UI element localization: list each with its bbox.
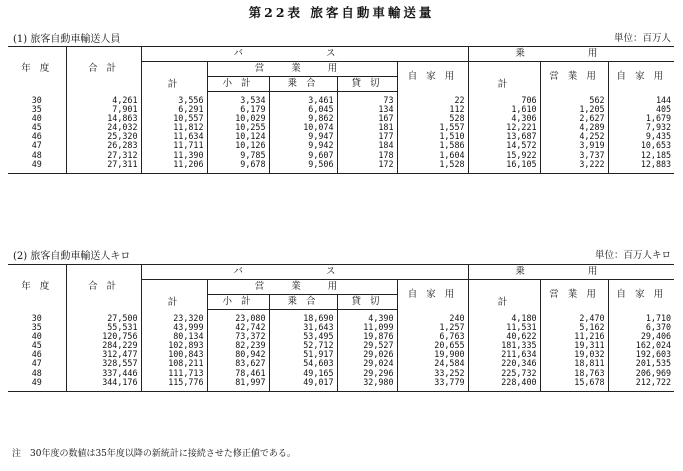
value-cell: 344,176 [66,378,141,387]
header-private: 自 家 用 [397,280,468,310]
value-cell: 10,255 [207,123,269,132]
value-cell: 228,400 [468,378,540,387]
value-cell: 43,999 [141,323,207,332]
header-total: 合 計 [66,265,141,310]
year-cell: 40 [8,332,66,341]
header-charter: 貸 切 [337,295,397,310]
value-cell: 211,634 [468,350,540,359]
value-cell: 9,862 [269,114,337,123]
value-cell: 240 [397,314,468,323]
value-cell: 33,252 [397,369,468,378]
value-cell: 220,346 [468,359,540,368]
value-cell: 20,655 [397,341,468,350]
value-cell: 10,653 [640,140,672,151]
value-cell: 29,026 [337,350,397,359]
value-cell: 7,932 [645,122,672,133]
year-cell: 30 [8,314,66,323]
value-cell: 192,603 [635,349,672,360]
year-cell: 45 [8,123,66,132]
value-cell: 706 [468,96,540,105]
table-row [8,160,674,169]
header-shared: 乗 合 [269,295,337,310]
header-year: 年 度 [8,47,66,92]
value-cell: 3,556 [141,96,207,105]
value-cell: 1,205 [540,105,608,114]
value-cell: 1,586 [397,141,468,150]
value-cell: 201,535 [635,358,672,369]
value-cell: 81,997 [207,378,269,387]
header-car-commercial: 営 業 用 [540,280,608,310]
value-cell: 11,711 [141,141,207,150]
value-cell: 12,221 [468,123,540,132]
value-cell: 9,506 [269,160,337,169]
header-year: 年 度 [8,265,66,310]
value-cell: 29,406 [640,331,672,342]
header-car-total: 計 [468,62,540,92]
header-private: 自 家 用 [397,62,468,92]
table2 [8,265,674,392]
value-cell: 1,557 [397,123,468,132]
year-cell: 48 [8,369,66,378]
table-bottom-rule [8,173,674,174]
header-charter: 貸 切 [337,77,397,92]
value-cell: 3,919 [540,141,608,150]
value-cell: 4,390 [337,314,397,323]
value-cell: 24,032 [66,123,141,132]
value-cell: 5,162 [540,323,608,332]
value-cell: 11,634 [141,132,207,141]
value-cell: 23,320 [141,314,207,323]
value-cell: 15,678 [540,378,608,387]
header-total: 合 計 [66,47,141,92]
value-cell: 112 [397,105,468,114]
value-cell: 40,622 [468,332,540,341]
value-cell: 102,893 [141,341,207,350]
header-bus: バ ス [141,265,468,280]
year-cell: 30 [8,96,66,105]
value-cell: 80,942 [207,350,269,359]
section2-label: (2) 旅客自動車輸送人キロ [13,251,131,262]
header-passenger-car: 乗 用 [468,47,674,62]
year-cell: 35 [8,323,66,332]
value-cell: 19,032 [540,350,608,359]
section1-unit: 単位：百万人 [613,33,671,44]
value-cell: 9,785 [207,151,269,160]
year-cell: 49 [8,378,66,387]
value-cell: 55,531 [66,323,141,332]
value-cell: 42,742 [207,323,269,332]
value-cell: 1,610 [468,105,540,114]
value-cell: 10,029 [207,114,269,123]
value-cell: 12,185 [640,149,672,160]
value-cell: 11,206 [141,160,207,169]
value-cell: 206,969 [635,367,672,378]
value-cell: 27,500 [66,314,141,323]
year-cell: 45 [8,341,66,350]
value-cell: 1,257 [397,323,468,332]
value-cell: 6,763 [397,332,468,341]
header-car-private: 自 家 用 [616,288,667,300]
value-cell: 6,045 [269,105,337,114]
value-cell: 528 [397,114,468,123]
value-cell: 73 [337,96,397,105]
year-cell: 40 [8,114,66,123]
section1-label: (1) 旅客自動車輸送人員 [13,34,121,45]
header-shared: 乗 合 [269,77,337,92]
year-cell: 48 [8,151,66,160]
value-cell: 1,528 [397,160,468,169]
value-cell: 32,980 [337,378,397,387]
value-cell: 4,180 [468,314,540,323]
value-cell: 29,527 [337,341,397,350]
value-cell: 49,017 [269,378,337,387]
value-cell: 6,179 [207,105,269,114]
value-cell: 9,435 [645,131,672,142]
value-cell: 4,306 [468,114,540,123]
value-cell: 18,690 [269,314,337,323]
value-cell: 26,283 [66,141,141,150]
value-cell: 22 [397,96,468,105]
value-cell: 16,105 [468,160,540,169]
value-cell: 111,713 [141,369,207,378]
value-cell: 51,917 [269,350,337,359]
value-cell: 1,679 [645,113,672,124]
header-car-private: 自 家 用 [616,70,667,82]
value-cell: 9,942 [269,141,337,150]
value-cell: 11,099 [337,323,397,332]
value-cell: 6,291 [141,105,207,114]
value-cell: 177 [337,132,397,141]
value-cell: 9,947 [269,132,337,141]
value-cell: 83,627 [207,359,269,368]
year-cell: 47 [8,359,66,368]
value-cell: 54,603 [269,359,337,368]
value-cell: 337,446 [66,369,141,378]
table-row [8,96,674,105]
value-cell: 115,776 [141,378,207,387]
value-cell: 13,687 [468,132,540,141]
value-cell: 162,024 [635,340,672,351]
value-cell: 4,252 [540,132,608,141]
value-cell: 14,863 [66,114,141,123]
value-cell: 27,311 [66,160,141,169]
value-cell: 52,712 [269,341,337,350]
header-car-total: 計 [468,280,540,310]
value-cell: 49,165 [269,369,337,378]
value-cell: 9,607 [269,151,337,160]
value-cell: 100,843 [141,350,207,359]
value-cell: 82,239 [207,341,269,350]
value-cell: 31,643 [269,323,337,332]
value-cell: 178 [337,151,397,160]
value-cell: 1,604 [397,151,468,160]
value-cell: 284,229 [66,341,141,350]
value-cell: 19,311 [540,341,608,350]
value-cell: 120,756 [66,332,141,341]
value-cell: 134 [337,105,397,114]
value-cell: 73,372 [207,332,269,341]
year-cell: 47 [8,141,66,150]
value-cell: 3,534 [207,96,269,105]
value-cell: 11,390 [141,151,207,160]
value-cell: 312,477 [66,350,141,359]
value-cell: 144 [655,95,672,105]
value-cell: 18,763 [540,369,608,378]
value-cell: 212,722 [635,376,672,387]
table-row [8,378,674,387]
value-cell: 328,557 [66,359,141,368]
value-cell: 405 [655,104,672,115]
value-cell: 108,211 [141,359,207,368]
header-subtotal: 小 計 [207,295,269,310]
header-bus: バ ス [141,47,468,62]
value-cell: 11,531 [468,323,540,332]
value-cell: 25,320 [66,132,141,141]
value-cell: 27,312 [66,151,141,160]
value-cell: 24,584 [397,359,468,368]
value-cell: 12,883 [640,158,672,169]
value-cell: 11,812 [141,123,207,132]
value-cell: 3,461 [269,96,337,105]
value-cell: 33,779 [397,378,468,387]
header-car-commercial: 営 業 用 [540,62,608,92]
value-cell: 18,811 [540,359,608,368]
value-cell: 181,335 [468,341,540,350]
value-cell: 562 [540,96,608,105]
value-cell: 10,124 [207,132,269,141]
value-cell: 172 [337,160,397,169]
value-cell: 4,289 [540,123,608,132]
value-cell: 4,261 [66,96,141,105]
value-cell: 15,922 [468,151,540,160]
value-cell: 6,370 [645,322,672,333]
value-cell: 181 [337,123,397,132]
value-cell: 225,732 [468,369,540,378]
header-bus-total: 計 [141,280,207,310]
value-cell: 2,470 [540,314,608,323]
year-cell: 35 [8,105,66,114]
value-cell: 14,572 [468,141,540,150]
value-cell: 29,296 [337,369,397,378]
year-cell: 46 [8,132,66,141]
value-cell: 19,900 [397,350,468,359]
value-cell: 53,495 [269,332,337,341]
value-cell: 29,024 [337,359,397,368]
value-cell: 2,627 [540,114,608,123]
value-cell: 184 [337,141,397,150]
year-cell: 49 [8,160,66,169]
section2-unit: 単位：百万人キロ [594,250,671,261]
table-bottom-rule [8,391,674,392]
value-cell: 7,901 [66,105,141,114]
header-bus-total: 計 [141,62,207,92]
value-cell: 10,126 [207,141,269,150]
value-cell: 10,557 [141,114,207,123]
value-cell: 9,678 [207,160,269,169]
header-commercial: 営 業 用 [207,62,397,77]
value-cell: 23,080 [207,314,269,323]
value-cell: 19,876 [337,332,397,341]
header-subtotal: 小 計 [207,77,269,92]
value-cell: 11,216 [540,332,608,341]
value-cell: 3,222 [540,160,608,169]
value-cell: 1,510 [397,132,468,141]
header-commercial: 営 業 用 [207,280,397,295]
page-title: 第22表 旅客自動車輸送量 [248,5,435,20]
value-cell: 1,710 [645,313,672,323]
value-cell: 78,461 [207,369,269,378]
value-cell: 80,134 [141,332,207,341]
year-cell: 46 [8,350,66,359]
value-cell: 10,074 [269,123,337,132]
header-passenger-car: 乗 用 [468,265,674,280]
value-cell: 167 [337,114,397,123]
footnote: 注 30年度の数値は35年度以降の新統計に接続させた修正値である。 [12,449,296,459]
table1 [8,47,674,174]
value-cell: 3,737 [540,151,608,160]
